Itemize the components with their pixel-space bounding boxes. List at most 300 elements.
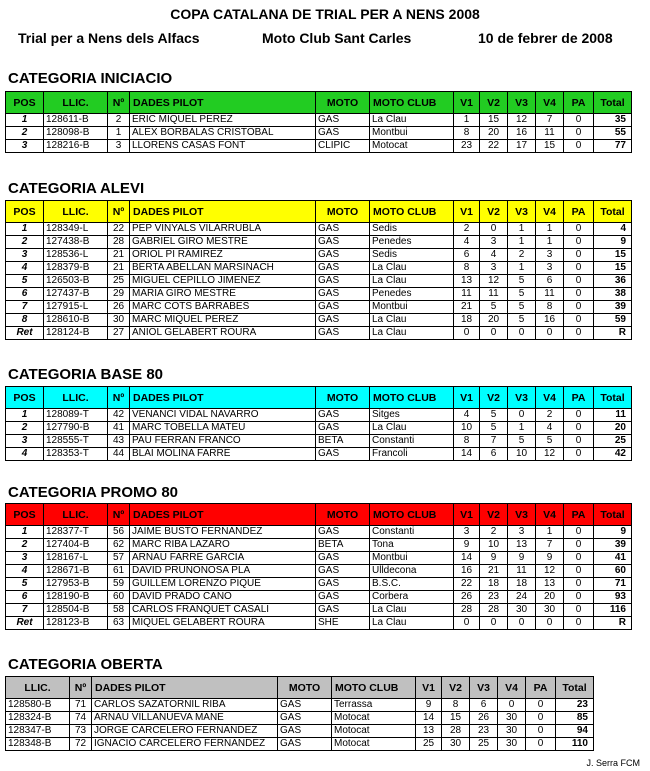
- position-cell: 3: [6, 435, 44, 448]
- rider-name-cell: ARNAU FARRE GARCIA: [130, 552, 316, 565]
- lap2-cell: 10: [480, 539, 508, 552]
- lap1-cell: 1: [454, 114, 480, 127]
- position-cell: 1: [6, 223, 44, 236]
- total-cell: 116: [594, 604, 632, 617]
- position-cell: 1: [6, 114, 44, 127]
- lap1-cell: 9: [416, 699, 442, 712]
- lap1-cell: 25: [416, 738, 442, 751]
- moto-club-cell: Sitges: [370, 409, 454, 422]
- bib-number-cell: 30: [108, 314, 130, 327]
- lap1-cell: 8: [454, 435, 480, 448]
- license-cell: 128098-B: [44, 127, 108, 140]
- motorcycle-cell: GAS: [316, 127, 370, 140]
- bib-number-cell: 41: [108, 422, 130, 435]
- column-header-v4: V4: [536, 504, 564, 526]
- lap4-cell: 0: [536, 327, 564, 340]
- total-cell: 85: [556, 712, 594, 725]
- lap4-cell: 3: [536, 262, 564, 275]
- column-header-v4: V4: [536, 387, 564, 409]
- motorcycle-cell: GAS: [316, 591, 370, 604]
- bib-number-cell: 43: [108, 435, 130, 448]
- penalty-cell: 0: [564, 435, 594, 448]
- total-cell: 38: [594, 288, 632, 301]
- lap3-cell: 5: [508, 288, 536, 301]
- lap3-cell: 26: [470, 712, 498, 725]
- lap3-cell: 5: [508, 435, 536, 448]
- column-header-pos: POS: [6, 504, 44, 526]
- lap4-cell: 13: [536, 578, 564, 591]
- table-header-row: [6, 677, 594, 699]
- lap3-cell: 6: [470, 699, 498, 712]
- lap2-cell: 5: [480, 409, 508, 422]
- bib-number-cell: 60: [108, 591, 130, 604]
- lap4-cell: 8: [536, 301, 564, 314]
- lap2-cell: 15: [480, 114, 508, 127]
- penalty-cell: 0: [564, 617, 594, 630]
- bib-number-cell: 1: [108, 127, 130, 140]
- table-row: [6, 422, 632, 435]
- bib-number-cell: 2: [108, 114, 130, 127]
- lap1-cell: 22: [454, 578, 480, 591]
- penalty-cell: 0: [564, 249, 594, 262]
- rider-name-cell: CARLOS SAZATORNIL RIBA: [92, 699, 278, 712]
- total-cell: 23: [556, 699, 594, 712]
- lap4-cell: 1: [536, 236, 564, 249]
- total-cell: 36: [594, 275, 632, 288]
- column-header-pos: POS: [6, 387, 44, 409]
- lap3-cell: 10: [508, 448, 536, 461]
- moto-club-cell: Sedis: [370, 223, 454, 236]
- lap2-cell: 15: [442, 712, 470, 725]
- position-cell: 6: [6, 591, 44, 604]
- lap4-cell: 7: [536, 114, 564, 127]
- rider-name-cell: LLORENS CASAS FONT: [130, 140, 316, 153]
- moto-club-cell: La Clau: [370, 275, 454, 288]
- moto-club-cell: La Clau: [370, 314, 454, 327]
- license-cell: 127915-L: [44, 301, 108, 314]
- lap2-cell: 28: [480, 604, 508, 617]
- total-cell: 11: [594, 409, 632, 422]
- table-row: [6, 262, 632, 275]
- column-header-moto: MOTO: [316, 387, 370, 409]
- lap1-cell: 14: [416, 712, 442, 725]
- total-cell: 15: [594, 249, 632, 262]
- column-header-num: Nº: [108, 387, 130, 409]
- category-title-promo80: CATEGORIA PROMO 80: [8, 484, 179, 501]
- motorcycle-cell: GAS: [316, 236, 370, 249]
- moto-club-cell: Terrassa: [332, 699, 416, 712]
- position-cell: 2: [6, 127, 44, 140]
- license-cell: 127953-B: [44, 578, 108, 591]
- lap4-cell: 9: [536, 552, 564, 565]
- position-cell: 2: [6, 422, 44, 435]
- column-header-pos: POS: [6, 92, 44, 114]
- lap4-cell: 16: [536, 314, 564, 327]
- total-cell: 35: [594, 114, 632, 127]
- lap2-cell: 3: [480, 262, 508, 275]
- position-cell: Ret: [6, 617, 44, 630]
- lap3-cell: 5: [508, 275, 536, 288]
- license-cell: 128580-B: [6, 699, 70, 712]
- motorcycle-cell: BETA: [316, 539, 370, 552]
- moto-club-cell: La Clau: [370, 604, 454, 617]
- column-header-num: Nº: [108, 201, 130, 223]
- lap4-cell: 12: [536, 448, 564, 461]
- position-cell: 5: [6, 578, 44, 591]
- column-header-llic: LLIC.: [6, 677, 70, 699]
- moto-club-cell: La Clau: [370, 114, 454, 127]
- column-header-total: Total: [594, 92, 632, 114]
- column-header-total: Total: [594, 504, 632, 526]
- table-row: [6, 327, 632, 340]
- lap4-cell: 5: [536, 435, 564, 448]
- lap3-cell: 25: [470, 738, 498, 751]
- column-header-moto: MOTO: [316, 504, 370, 526]
- total-cell: 4: [594, 223, 632, 236]
- column-header-v3: V3: [508, 92, 536, 114]
- lap4-cell: 11: [536, 288, 564, 301]
- bib-number-cell: 44: [108, 448, 130, 461]
- column-header-v2: V2: [442, 677, 470, 699]
- lap4-cell: 30: [536, 604, 564, 617]
- event-date: 10 de febrer de 2008: [478, 30, 613, 46]
- motorcycle-cell: GAS: [316, 448, 370, 461]
- column-header-moto: MOTO: [316, 201, 370, 223]
- column-header-v4: V4: [536, 92, 564, 114]
- moto-club-cell: Constanti: [370, 526, 454, 539]
- lap1-cell: 26: [454, 591, 480, 604]
- page-title: COPA CATALANA DE TRIAL PER A NENS 2008: [170, 6, 480, 22]
- lap3-cell: 11: [508, 565, 536, 578]
- column-header-num: Nº: [108, 92, 130, 114]
- lap1-cell: 21: [454, 301, 480, 314]
- table-row: [6, 435, 632, 448]
- position-cell: 3: [6, 140, 44, 153]
- position-cell: 4: [6, 262, 44, 275]
- lap3-cell: 16: [508, 127, 536, 140]
- table-row: [6, 526, 632, 539]
- table-row: [6, 604, 632, 617]
- moto-club-cell: Penedes: [370, 236, 454, 249]
- column-header-moto: MOTO: [278, 677, 332, 699]
- column-header-v3: V3: [470, 677, 498, 699]
- rider-name-cell: ARNAU VILLANUEVA MANE: [92, 712, 278, 725]
- lap4-cell: 20: [536, 591, 564, 604]
- license-cell: 126503-B: [44, 275, 108, 288]
- penalty-cell: 0: [564, 262, 594, 275]
- total-cell: 110: [556, 738, 594, 751]
- penalty-cell: 0: [564, 223, 594, 236]
- penalty-cell: 0: [564, 288, 594, 301]
- category-title-oberta: CATEGORIA OBERTA: [8, 656, 163, 673]
- penalty-cell: 0: [564, 301, 594, 314]
- column-header-llic: LLIC.: [44, 387, 108, 409]
- lap2-cell: 11: [480, 288, 508, 301]
- lap1-cell: 4: [454, 236, 480, 249]
- column-header-pilot: DADES PILOT: [130, 92, 316, 114]
- license-cell: 128124-B: [44, 327, 108, 340]
- moto-club-cell: Constanti: [370, 435, 454, 448]
- position-cell: 3: [6, 552, 44, 565]
- bib-number-cell: 58: [108, 604, 130, 617]
- column-header-pa: PA: [526, 677, 556, 699]
- motorcycle-cell: GAS: [278, 725, 332, 738]
- lap3-cell: 13: [508, 539, 536, 552]
- table-row: [6, 552, 632, 565]
- lap1-cell: 4: [454, 409, 480, 422]
- license-cell: 127790-B: [44, 422, 108, 435]
- table-row: [6, 617, 632, 630]
- lap1-cell: 11: [454, 288, 480, 301]
- penalty-cell: 0: [564, 448, 594, 461]
- column-header-pa: PA: [564, 92, 594, 114]
- bib-number-cell: 22: [108, 223, 130, 236]
- position-cell: 4: [6, 448, 44, 461]
- penalty-cell: 0: [564, 127, 594, 140]
- penalty-cell: 0: [564, 409, 594, 422]
- bib-number-cell: 3: [108, 140, 130, 153]
- license-cell: 128536-L: [44, 249, 108, 262]
- lap1-cell: 13: [416, 725, 442, 738]
- motorcycle-cell: GAS: [278, 738, 332, 751]
- column-header-pos: POS: [6, 201, 44, 223]
- column-header-v4: V4: [536, 201, 564, 223]
- penalty-cell: 0: [564, 114, 594, 127]
- lap3-cell: 5: [508, 301, 536, 314]
- penalty-cell: 0: [564, 552, 594, 565]
- lap3-cell: 1: [508, 422, 536, 435]
- table-row: [6, 578, 632, 591]
- license-cell: 128123-B: [44, 617, 108, 630]
- rider-name-cell: GUILLEM LORENZO PIQUE: [130, 578, 316, 591]
- motorcycle-cell: GAS: [316, 262, 370, 275]
- position-cell: 8: [6, 314, 44, 327]
- column-header-v2: V2: [480, 504, 508, 526]
- column-header-v1: V1: [454, 201, 480, 223]
- license-cell: 127438-B: [44, 236, 108, 249]
- event-name: Trial per a Nens dels Alfacs: [18, 30, 200, 46]
- lap3-cell: 12: [508, 114, 536, 127]
- column-header-llic: LLIC.: [44, 504, 108, 526]
- rider-name-cell: MARC TOBELLA MATEU: [130, 422, 316, 435]
- column-header-v3: V3: [508, 201, 536, 223]
- penalty-cell: 0: [526, 699, 556, 712]
- lap3-cell: 0: [508, 617, 536, 630]
- position-cell: 1: [6, 526, 44, 539]
- total-cell: 41: [594, 552, 632, 565]
- motorcycle-cell: GAS: [316, 526, 370, 539]
- total-cell: 60: [594, 565, 632, 578]
- lap3-cell: 2: [508, 249, 536, 262]
- lap3-cell: 5: [508, 314, 536, 327]
- moto-club-cell: La Clau: [370, 422, 454, 435]
- lap2-cell: 20: [480, 314, 508, 327]
- lap2-cell: 23: [480, 591, 508, 604]
- license-cell: 128379-B: [44, 262, 108, 275]
- total-cell: 20: [594, 422, 632, 435]
- lap4-cell: 0: [498, 699, 526, 712]
- penalty-cell: 0: [526, 738, 556, 751]
- total-cell: 25: [594, 435, 632, 448]
- column-header-pilot: DADES PILOT: [130, 504, 316, 526]
- penalty-cell: 0: [564, 327, 594, 340]
- table-header-row: [6, 504, 632, 526]
- moto-club-cell: Corbera: [370, 591, 454, 604]
- table-row: [6, 314, 632, 327]
- moto-club-cell: Sedis: [370, 249, 454, 262]
- lap1-cell: 9: [454, 539, 480, 552]
- total-cell: 59: [594, 314, 632, 327]
- motorcycle-cell: GAS: [316, 604, 370, 617]
- bib-number-cell: 71: [70, 699, 92, 712]
- lap4-cell: 11: [536, 127, 564, 140]
- rider-name-cell: CARLOS FRANQUET CASALI: [130, 604, 316, 617]
- lap3-cell: 1: [508, 262, 536, 275]
- rider-name-cell: VENANCI VIDAL NAVARRO: [130, 409, 316, 422]
- lap4-cell: 1: [536, 526, 564, 539]
- moto-club-cell: Motocat: [332, 725, 416, 738]
- column-header-moto: MOTO: [316, 92, 370, 114]
- bib-number-cell: 27: [108, 327, 130, 340]
- license-cell: 127437-B: [44, 288, 108, 301]
- rider-name-cell: PAU FERRAN FRANCO: [130, 435, 316, 448]
- column-header-v3: V3: [508, 387, 536, 409]
- bib-number-cell: 29: [108, 288, 130, 301]
- bib-number-cell: 42: [108, 409, 130, 422]
- rider-name-cell: ANIOL GELABERT ROURA: [130, 327, 316, 340]
- lap2-cell: 20: [480, 127, 508, 140]
- lap2-cell: 30: [442, 738, 470, 751]
- motorcycle-cell: GAS: [316, 223, 370, 236]
- penalty-cell: 0: [564, 275, 594, 288]
- rider-name-cell: MARC COTS BARRABES: [130, 301, 316, 314]
- lap4-cell: 30: [498, 738, 526, 751]
- lap3-cell: 24: [508, 591, 536, 604]
- lap3-cell: 0: [508, 409, 536, 422]
- rider-name-cell: ORIOL PI RAMIREZ: [130, 249, 316, 262]
- rider-name-cell: JAIME BUSTO FERNANDEZ: [130, 526, 316, 539]
- lap2-cell: 4: [480, 249, 508, 262]
- category-title-alevi: CATEGORIA ALEVI: [8, 180, 145, 197]
- column-header-pilot: DADES PILOT: [92, 677, 278, 699]
- license-cell: 128671-B: [44, 565, 108, 578]
- position-cell: 3: [6, 249, 44, 262]
- column-header-pa: PA: [564, 387, 594, 409]
- table-header-row: [6, 92, 632, 114]
- motorcycle-cell: CLIPIC: [316, 140, 370, 153]
- table-row: [6, 223, 632, 236]
- moto-club-cell: La Clau: [370, 617, 454, 630]
- motorcycle-cell: GAS: [316, 578, 370, 591]
- category-title-iniciacio: CATEGORIA INICIACIO: [8, 70, 173, 87]
- column-header-total: Total: [556, 677, 594, 699]
- rider-name-cell: IGNACIO CARCELERO FERNANDEZ: [92, 738, 278, 751]
- lap1-cell: 23: [454, 140, 480, 153]
- penalty-cell: 0: [564, 604, 594, 617]
- table-row: [6, 114, 632, 127]
- column-header-v2: V2: [480, 92, 508, 114]
- license-cell: 128349-L: [44, 223, 108, 236]
- results-table-iniciacio: [5, 91, 632, 153]
- motorcycle-cell: GAS: [316, 327, 370, 340]
- lap1-cell: 0: [454, 327, 480, 340]
- motorcycle-cell: GAS: [316, 114, 370, 127]
- motorcycle-cell: GAS: [316, 249, 370, 262]
- lap4-cell: 6: [536, 275, 564, 288]
- lap2-cell: 7: [480, 435, 508, 448]
- table-row: [6, 301, 632, 314]
- bib-number-cell: 62: [108, 539, 130, 552]
- lap1-cell: 28: [454, 604, 480, 617]
- lap1-cell: 14: [454, 448, 480, 461]
- bib-number-cell: 72: [70, 738, 92, 751]
- position-cell: 4: [6, 565, 44, 578]
- penalty-cell: 0: [564, 591, 594, 604]
- column-header-v3: V3: [508, 504, 536, 526]
- total-cell: 9: [594, 236, 632, 249]
- moto-club-cell: Montbui: [370, 301, 454, 314]
- total-cell: 9: [594, 526, 632, 539]
- results-table-base80: [5, 386, 632, 461]
- bib-number-cell: 63: [108, 617, 130, 630]
- lap3-cell: 9: [508, 552, 536, 565]
- position-cell: 5: [6, 275, 44, 288]
- rider-name-cell: BLAI MOLINA FARRE: [130, 448, 316, 461]
- column-header-club: MOTO CLUB: [370, 504, 454, 526]
- lap2-cell: 8: [442, 699, 470, 712]
- column-header-club: MOTO CLUB: [370, 387, 454, 409]
- table-row: [6, 236, 632, 249]
- motorcycle-cell: GAS: [316, 301, 370, 314]
- results-table-alevi: [5, 200, 632, 340]
- moto-club-cell: Motocat: [332, 712, 416, 725]
- rider-name-cell: DAVID PRUNONOSA PLA: [130, 565, 316, 578]
- motorcycle-cell: GAS: [316, 275, 370, 288]
- position-cell: 7: [6, 301, 44, 314]
- table-row: [6, 725, 594, 738]
- rider-name-cell: ERIC MIQUEL PEREZ: [130, 114, 316, 127]
- bib-number-cell: 25: [108, 275, 130, 288]
- lap4-cell: 1: [536, 223, 564, 236]
- lap2-cell: 9: [480, 552, 508, 565]
- table-row: [6, 275, 632, 288]
- total-cell: R: [594, 617, 632, 630]
- lap4-cell: 15: [536, 140, 564, 153]
- rider-name-cell: MARC MIQUEL PEREZ: [130, 314, 316, 327]
- rider-name-cell: PEP VINYALS VILARRUBLA: [130, 223, 316, 236]
- category-title-base80: CATEGORIA BASE 80: [8, 366, 164, 383]
- bib-number-cell: 21: [108, 262, 130, 275]
- bib-number-cell: 21: [108, 249, 130, 262]
- lap1-cell: 13: [454, 275, 480, 288]
- total-cell: 94: [556, 725, 594, 738]
- column-header-v4: V4: [498, 677, 526, 699]
- table-row: [6, 539, 632, 552]
- column-header-v2: V2: [480, 201, 508, 223]
- column-header-club: MOTO CLUB: [332, 677, 416, 699]
- position-cell: 1: [6, 409, 44, 422]
- license-cell: 128348-B: [6, 738, 70, 751]
- lap2-cell: 0: [480, 327, 508, 340]
- penalty-cell: 0: [564, 578, 594, 591]
- column-header-num: Nº: [70, 677, 92, 699]
- motorcycle-cell: GAS: [316, 422, 370, 435]
- total-cell: 93: [594, 591, 632, 604]
- rider-name-cell: MARC RIBA LAZARO: [130, 539, 316, 552]
- table-row: [6, 140, 632, 153]
- table-row: [6, 288, 632, 301]
- column-header-total: Total: [594, 387, 632, 409]
